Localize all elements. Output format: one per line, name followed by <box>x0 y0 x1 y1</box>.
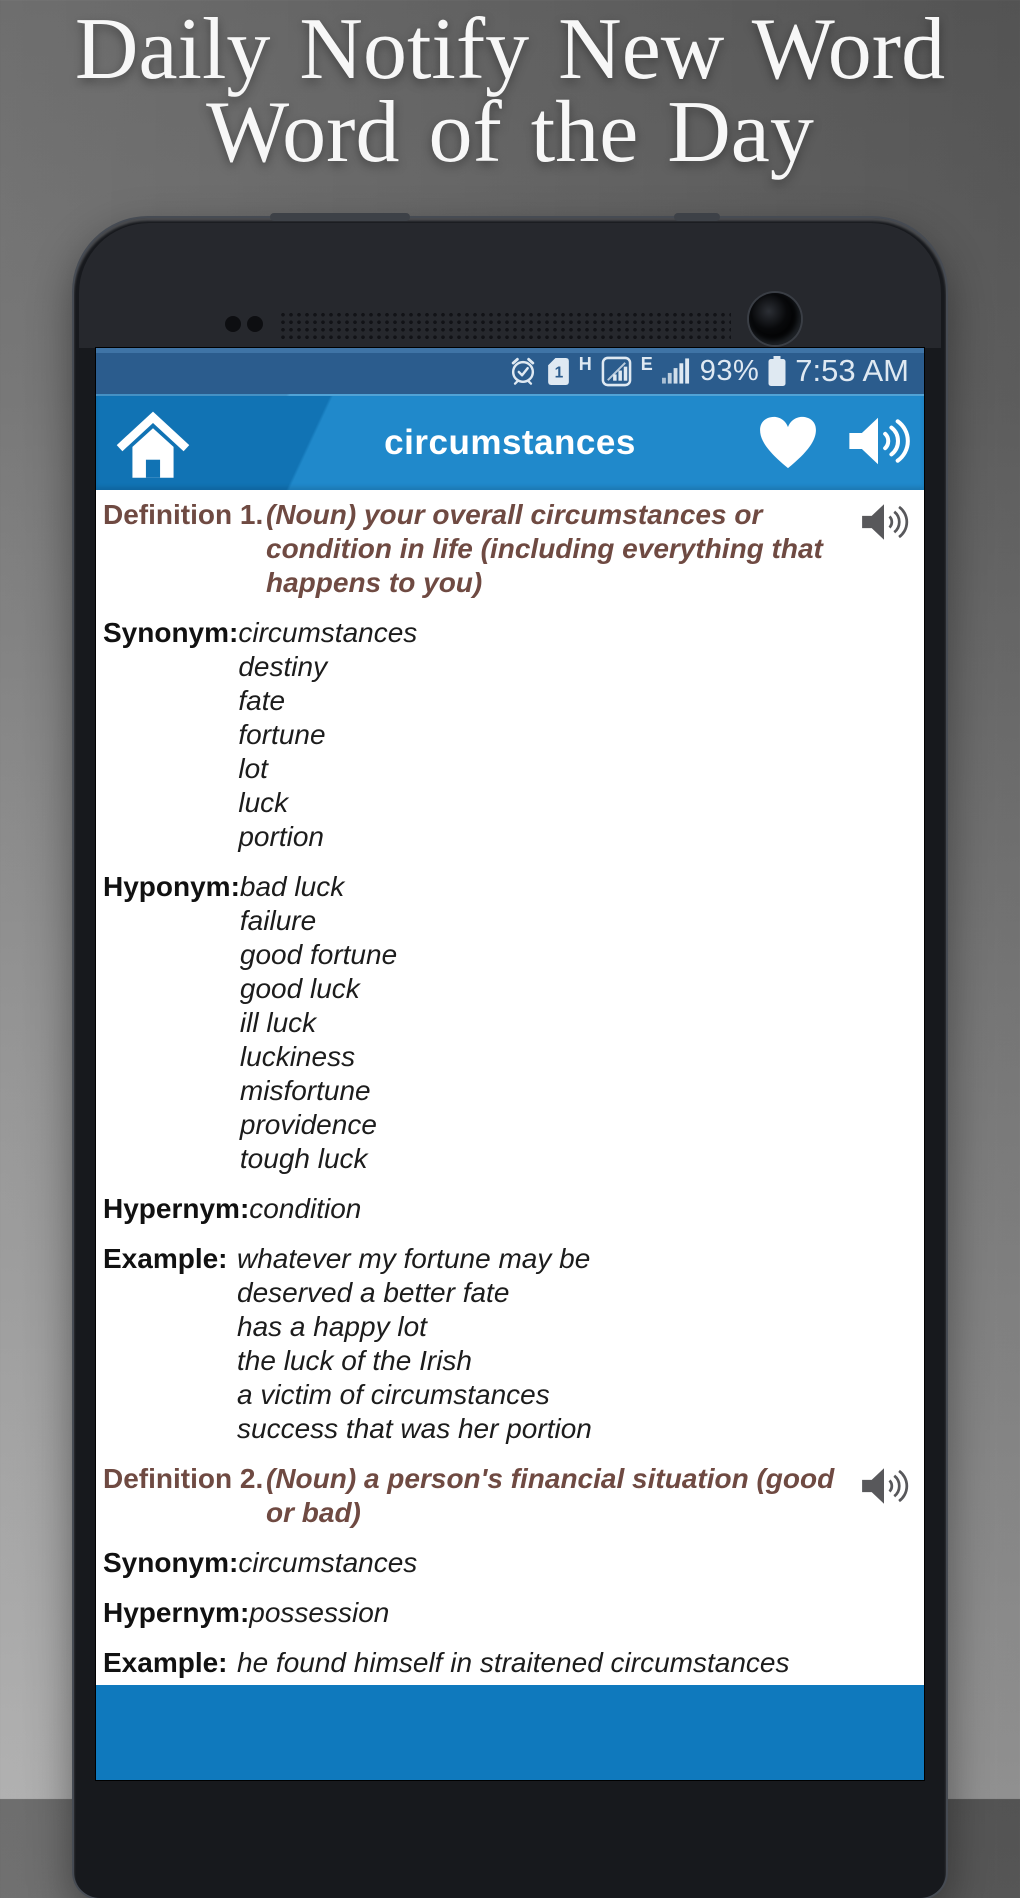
attribute-value: portion <box>238 821 324 852</box>
front-camera-icon <box>749 293 801 345</box>
attribute-values <box>240 870 397 1176</box>
status-bar <box>96 348 924 394</box>
definition-row <box>103 498 910 600</box>
sim-card-icon <box>547 357 570 386</box>
pronounce-word-button[interactable] <box>844 410 912 472</box>
app-bar <box>96 394 924 490</box>
definition-label: Definition 2. <box>103 1463 264 1494</box>
battery-icon <box>768 356 786 386</box>
attribute-value: lot <box>238 753 268 784</box>
synonym-label: Synonym: <box>103 1547 239 1578</box>
speaker-icon <box>858 1464 910 1508</box>
attribute-value: a victim of circumstances <box>237 1379 550 1410</box>
attribute-values <box>238 1546 417 1580</box>
pronounce-definition-button[interactable] <box>858 1464 910 1508</box>
speaker-icon <box>858 500 910 544</box>
attribute-value: he found himself in straitened circumstances <box>237 1647 790 1678</box>
heart-icon <box>758 416 818 470</box>
banner-line-1: Daily Notify New Word <box>74 1 946 98</box>
microphone-slot <box>674 213 720 221</box>
attribute-value: destiny <box>238 651 328 682</box>
attribute-row <box>103 870 910 1176</box>
hypernym-label: Hypernym: <box>103 1597 250 1628</box>
hyponym-label: Hyponym: <box>103 871 240 902</box>
attribute-value: bad luck <box>239 871 345 902</box>
attribute-value: fate <box>238 685 286 716</box>
attribute-values <box>249 1596 389 1630</box>
attribute-value: deserved a better fate <box>237 1277 510 1308</box>
definition-label: Definition 1. <box>103 499 264 530</box>
mobile-data-box-icon <box>601 356 632 387</box>
attribute-value: possession <box>249 1597 390 1628</box>
attribute-value: good luck <box>239 973 360 1004</box>
attribute-value: has a happy lot <box>237 1311 427 1342</box>
speaker-icon <box>844 410 912 472</box>
battery-percent-label: 93% <box>699 354 760 387</box>
attribute-value: failure <box>239 905 317 936</box>
signal-bars-icon <box>662 358 691 384</box>
banner-title <box>0 0 1020 181</box>
attribute-value: circumstances <box>238 617 418 648</box>
attribute-row <box>103 1596 910 1630</box>
earpiece-grille <box>279 311 731 341</box>
attribute-value: providence <box>239 1109 377 1140</box>
banner-line-2: Word of the Day <box>206 84 814 181</box>
attribute-row <box>103 1242 910 1446</box>
example-label: Example: <box>103 1647 228 1678</box>
proximity-sensor-dots-icon <box>225 315 271 333</box>
attribute-value: whatever my fortune may be <box>237 1243 591 1274</box>
attribute-value: condition <box>249 1193 362 1224</box>
screen <box>96 348 924 1780</box>
favorite-button[interactable] <box>758 416 818 470</box>
network-e-label: E <box>640 353 653 374</box>
attribute-value: the luck of the Irish <box>237 1345 473 1376</box>
clock-label: 7:53 AM <box>795 353 909 388</box>
attribute-row <box>103 1546 910 1580</box>
attribute-values <box>237 1646 790 1680</box>
hypernym-label: Hypernym: <box>103 1193 250 1224</box>
definition-text: (Noun) your overall circumstances or condition in life (including everything that happens to you) <box>266 499 823 598</box>
home-icon <box>114 407 192 479</box>
attribute-value: fortune <box>238 719 326 750</box>
attribute-value: luck <box>238 787 289 818</box>
definition-text: (Noun) a person's financial situation (good or bad) <box>266 1463 835 1528</box>
attribute-value: misfortune <box>239 1075 371 1106</box>
definition-row <box>103 1462 910 1530</box>
phone-frame <box>74 218 946 1898</box>
attribute-value: success that was her portion <box>237 1413 592 1444</box>
network-h-label: H <box>578 353 592 374</box>
attribute-row <box>103 1192 910 1226</box>
power-button <box>270 213 410 221</box>
attribute-row <box>103 616 910 854</box>
attribute-value: luckiness <box>239 1041 356 1072</box>
attribute-values <box>238 616 417 854</box>
top-bezel <box>79 223 941 348</box>
attribute-value: tough luck <box>239 1143 368 1174</box>
word-title: circumstances <box>384 423 636 462</box>
pronounce-definition-button[interactable] <box>858 500 910 544</box>
attribute-values <box>237 1242 592 1446</box>
bottom-bar <box>96 1685 924 1780</box>
attribute-value: good fortune <box>239 939 398 970</box>
attribute-row <box>103 1646 910 1680</box>
sim-slot-number: 1 <box>554 364 564 382</box>
alarm-icon <box>508 356 538 386</box>
attribute-values <box>249 1192 361 1226</box>
attribute-value: ill luck <box>239 1007 317 1038</box>
synonym-label: Synonym: <box>103 617 239 648</box>
example-label: Example: <box>103 1243 228 1274</box>
attribute-value: circumstances <box>238 1547 418 1578</box>
home-button[interactable] <box>114 407 192 479</box>
definition-sections <box>96 490 924 1685</box>
